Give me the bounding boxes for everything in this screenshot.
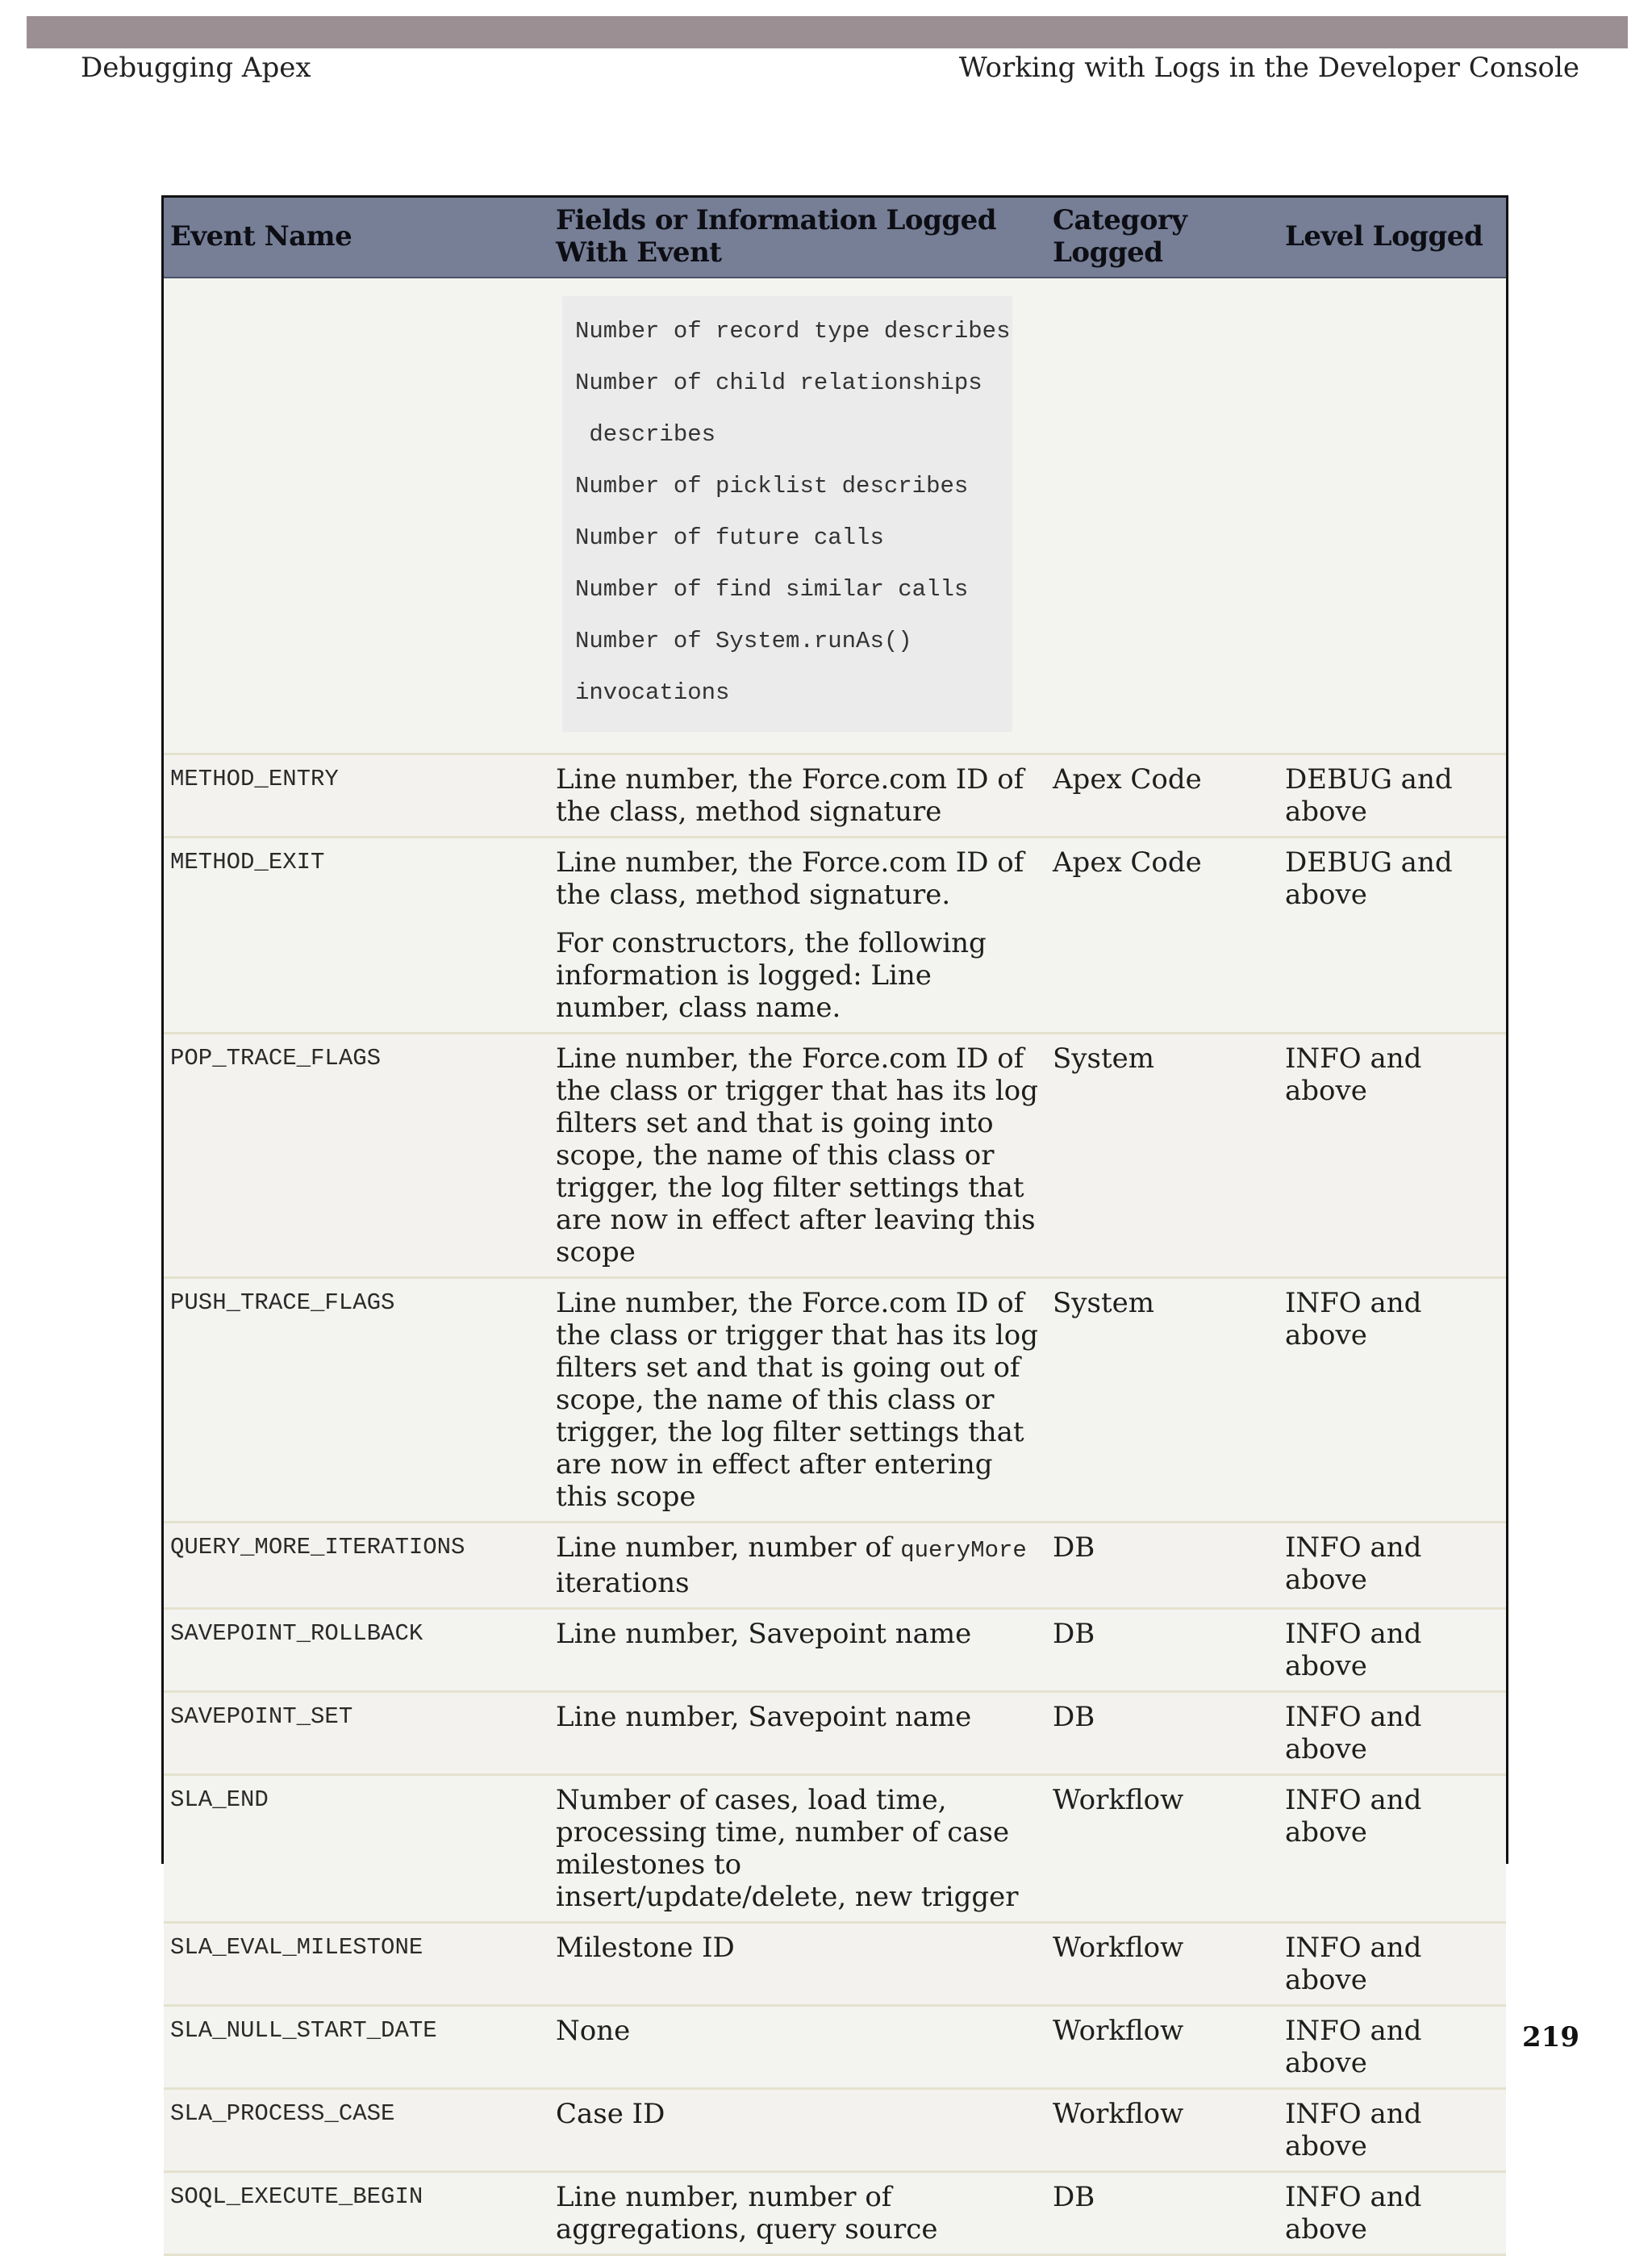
table-header-row <box>164 198 1506 278</box>
continuation-row <box>164 278 1506 754</box>
fields-cell <box>549 1523 1046 1609</box>
table-row <box>164 2089 1506 2172</box>
event-name-cell: SLA_PROCESS_CASE <box>164 2089 549 2172</box>
code-line: Number of picklist describes <box>575 473 969 499</box>
level-cell: INFO and above <box>1279 1923 1506 2006</box>
code-line: Number of child relationships <box>575 370 982 396</box>
code-line: describes <box>575 421 716 448</box>
continuation-level-cell <box>1279 278 1506 754</box>
page-number: 219 <box>1522 2021 1579 2053</box>
category-cell: Workflow <box>1046 1775 1279 1923</box>
event-name-cell: METHOD_ENTRY <box>164 754 549 838</box>
fields-paragraph: For constructors, the following information is logged: Line number, class name. <box>556 927 987 1024</box>
event-name-cell: SOQL_EXECUTE_BEGIN <box>164 2172 549 2255</box>
level-cell: INFO and above <box>1279 1775 1506 1923</box>
category-cell: DB <box>1046 1692 1279 1775</box>
column-header-level: Level Logged <box>1279 198 1506 278</box>
category-cell: Apex Code <box>1046 838 1279 1034</box>
column-header-event-name: Event Name <box>164 198 549 278</box>
fields-code: queryMore <box>900 1537 1027 1564</box>
table-row <box>164 1278 1506 1523</box>
level-cell: DEBUG and above <box>1279 754 1506 838</box>
table-row <box>164 1609 1506 1692</box>
category-cell: Workflow <box>1046 2006 1279 2089</box>
continuation-category-cell <box>1046 278 1279 754</box>
fields-cell <box>549 1609 1046 1692</box>
event-name-cell: QUERY_MORE_ITERATIONS <box>164 1523 549 1609</box>
fields-text: Line number, number of <box>556 1531 901 1564</box>
fields-paragraph: Line number, the Force.com ID of the class, method signature <box>556 763 1024 828</box>
fields-paragraph: Line number, number of aggregations, query source <box>556 2181 938 2246</box>
event-name-cell: POP_TRACE_FLAGS <box>164 1034 549 1278</box>
fields-cell <box>549 2089 1046 2172</box>
event-name-cell: SAVEPOINT_SET <box>164 1692 549 1775</box>
table-row <box>164 2006 1506 2089</box>
level-cell: INFO and above <box>1279 1692 1506 1775</box>
fields-text: iterations <box>556 1567 690 1599</box>
code-listing <box>562 296 1012 732</box>
table-row <box>164 1923 1506 2006</box>
category-cell: DB <box>1046 1609 1279 1692</box>
event-name-cell: SAVEPOINT_ROLLBACK <box>164 1609 549 1692</box>
event-name-cell: SLA_EVAL_MILESTONE <box>164 1923 549 2006</box>
fields-cell <box>549 754 1046 838</box>
category-cell: Workflow <box>1046 2089 1279 2172</box>
category-cell: DB <box>1046 1523 1279 1609</box>
table-row <box>164 1523 1506 1609</box>
event-name-cell: SLA_NULL_START_DATE <box>164 2006 549 2089</box>
section-title: Working with Logs in the Developer Console <box>958 52 1579 84</box>
event-name-cell: PUSH_TRACE_FLAGS <box>164 1278 549 1523</box>
code-line: Number of System.runAs() <box>575 628 912 654</box>
fields-paragraph: Line number, the Force.com ID of the class or trigger that has its log filters set and that is going out of scope, the name of this class or trigger, the log filter settings that are now in effect after entering this scope <box>556 1287 1039 1513</box>
fields-paragraph: None <box>556 2015 631 2047</box>
table-row <box>164 838 1506 1034</box>
fields-paragraph: Number of cases, load time, processing time, number of case milestones to insert/update/delete, new trigger <box>556 1784 1019 1913</box>
table-row <box>164 754 1506 838</box>
continuation-event-cell <box>164 278 549 754</box>
level-cell: INFO and above <box>1279 2172 1506 2255</box>
level-cell: INFO and above <box>1279 1278 1506 1523</box>
level-cell: INFO and above <box>1279 1523 1506 1609</box>
event-table <box>164 198 1506 2256</box>
fields-cell <box>549 1775 1046 1923</box>
event-table-container <box>161 195 1508 2246</box>
code-line: Number of future calls <box>575 524 884 551</box>
table-row <box>164 1775 1506 1923</box>
fields-cell <box>549 1923 1046 2006</box>
continuation-fields-cell <box>549 278 1046 754</box>
fields-paragraph: Line number, Savepoint name <box>556 1618 972 1650</box>
table-row <box>164 2172 1506 2255</box>
fields-paragraph: Line number, the Force.com ID of the class, method signature. <box>556 846 1024 911</box>
fields-paragraph: Milestone ID <box>556 1932 735 1964</box>
fields-cell <box>549 838 1046 1034</box>
fields-cell <box>549 1278 1046 1523</box>
fields-paragraph: Line number, Savepoint name <box>556 1701 972 1733</box>
fields-paragraph: Case ID <box>556 2098 665 2130</box>
level-cell: INFO and above <box>1279 1034 1506 1278</box>
header-band <box>27 16 1628 48</box>
category-cell: DB <box>1046 2172 1279 2255</box>
code-line: invocations <box>575 679 730 706</box>
code-line: Number of record type describes <box>575 318 1011 345</box>
code-line: Number of find similar calls <box>575 576 969 603</box>
category-cell: Workflow <box>1046 1923 1279 2006</box>
table-row <box>164 1034 1506 1278</box>
event-name-cell: SLA_END <box>164 1775 549 1923</box>
column-header-category: Category Logged <box>1046 198 1279 278</box>
fields-paragraph: Line number, the Force.com ID of the class or trigger that has its log filters set and that is going into scope, the name of this class or trigger, the log filter settings that are now in effect after leaving this scope <box>556 1042 1039 1268</box>
category-cell: System <box>1046 1278 1279 1523</box>
table-row <box>164 1692 1506 1775</box>
level-cell: DEBUG and above <box>1279 838 1506 1034</box>
level-cell: INFO and above <box>1279 2089 1506 2172</box>
fields-cell <box>549 2006 1046 2089</box>
column-header-fields: Fields or Information Logged With Event <box>549 198 1046 278</box>
level-cell: INFO and above <box>1279 1609 1506 1692</box>
category-cell: System <box>1046 1034 1279 1278</box>
chapter-title: Debugging Apex <box>81 52 311 84</box>
fields-cell <box>549 1034 1046 1278</box>
category-cell: Apex Code <box>1046 754 1279 838</box>
fields-cell <box>549 1692 1046 1775</box>
fields-cell <box>549 2172 1046 2255</box>
level-cell: INFO and above <box>1279 2006 1506 2089</box>
event-name-cell: METHOD_EXIT <box>164 838 549 1034</box>
